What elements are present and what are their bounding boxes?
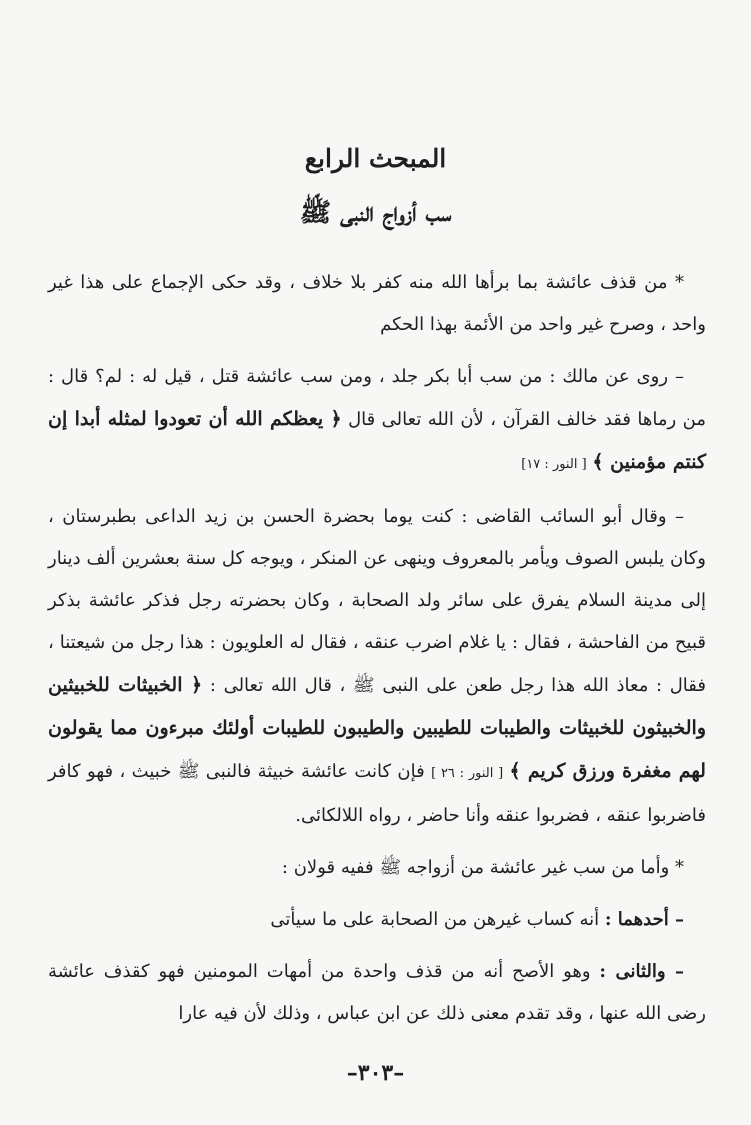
page-number: –٣٠٣–: [346, 1060, 405, 1086]
body-text: [48, 262, 706, 1045]
paragraph-2-text: – روى عن مالك : من سب أبا بكر جلد ، ومن سب عائشة قتل ، قيل له : لم؟ قال : من رماها فقد خالف القرآن ، لأن الله تعالى قال: [48, 366, 707, 430]
section-title: المبحث الرابع: [304, 144, 447, 173]
paragraph-2: [48, 356, 706, 486]
second-opinion-text: وهو الأصح أنه من قذف واحدة من أمهات المومنين فهو كقذف عائشة رضى الله عنها ، وقد تقدم معنى ذلك عن ابن عباس ، وذلك لأن فيه عارا: [48, 961, 706, 1024]
paragraph-3-text-start: – وقال أبو السائب القاضى : كنت يوما بحضرة الحسن بن زيد الداعى بطبرستان ، وكان يلبس الصوف ويأمر بالمعروف وينهى عن المنكر ، ويوجه كل سنة بعشرين ألف دينار إلى مدينة السلام يفرق على سائر ولد الصحابة ، وكان بحضرته رجل فذكر عائشة بذكر قبيح من الفاحشة ، فقال : يا غلام اضرب عنقه ، فقال له العلويون : هذا رجل من شيعتنا ، فقال : معاذ الله هذا رجل طعن على النبى ﷺ ، قال الله تعالى :: [48, 506, 706, 696]
section-headings: [0, 132, 751, 240]
second-opinion-label: – والثانى :: [599, 961, 684, 982]
quran-reference-2: [ النور : ٢٦ ]: [431, 766, 504, 781]
paragraph-4: [48, 847, 706, 889]
paragraph-3-text-end: فإن كانت عائشة خبيثة فالنبى ﷺ خبيث ، فهو كافر فاضربوا عنقه ، فضربوا عنقه وأنا حاضر ، رواه اللالكائى.: [48, 761, 706, 826]
paragraph-4-text: * وأما من سب غير عائشة من أزواجه ﷺ ففيه قولان :: [281, 857, 684, 878]
section-subtitle: سب أزواج النبى ﷺ: [299, 198, 452, 228]
first-opinion-text: أنه كساب غيرهن من الصحابة على ما سيأتى: [270, 909, 600, 930]
quran-quote-1: ﴿ يعظكم الله أن تعودوا لمثله أبدا إن كنتم مؤمنين ﴾: [48, 408, 706, 473]
quran-reference-1: [ النور : ١٧]: [521, 457, 587, 472]
paragraph-1: [48, 262, 706, 346]
paragraph-6: [48, 951, 706, 1035]
first-opinion-label: – أحدهما :: [604, 909, 684, 930]
paragraph-1-text: * من قذف عائشة بما برأها الله منه كفر بلا خلاف ، وقد حكى الإجماع على هذا غير واحد ، وصرح غير واحد من الأئمة بهذا الحكم: [48, 272, 706, 335]
paragraph-3: [48, 496, 706, 837]
paragraph-5: [48, 899, 706, 941]
quran-quote-2: ﴿ الخبيثات للخبيثين والخبيثون للخبيثات والطيبات للطيبين والطيبون للطيبات أولئك مبرءون مما يقولون لهم مغفرة ورزق كريم ﴾: [48, 674, 706, 782]
